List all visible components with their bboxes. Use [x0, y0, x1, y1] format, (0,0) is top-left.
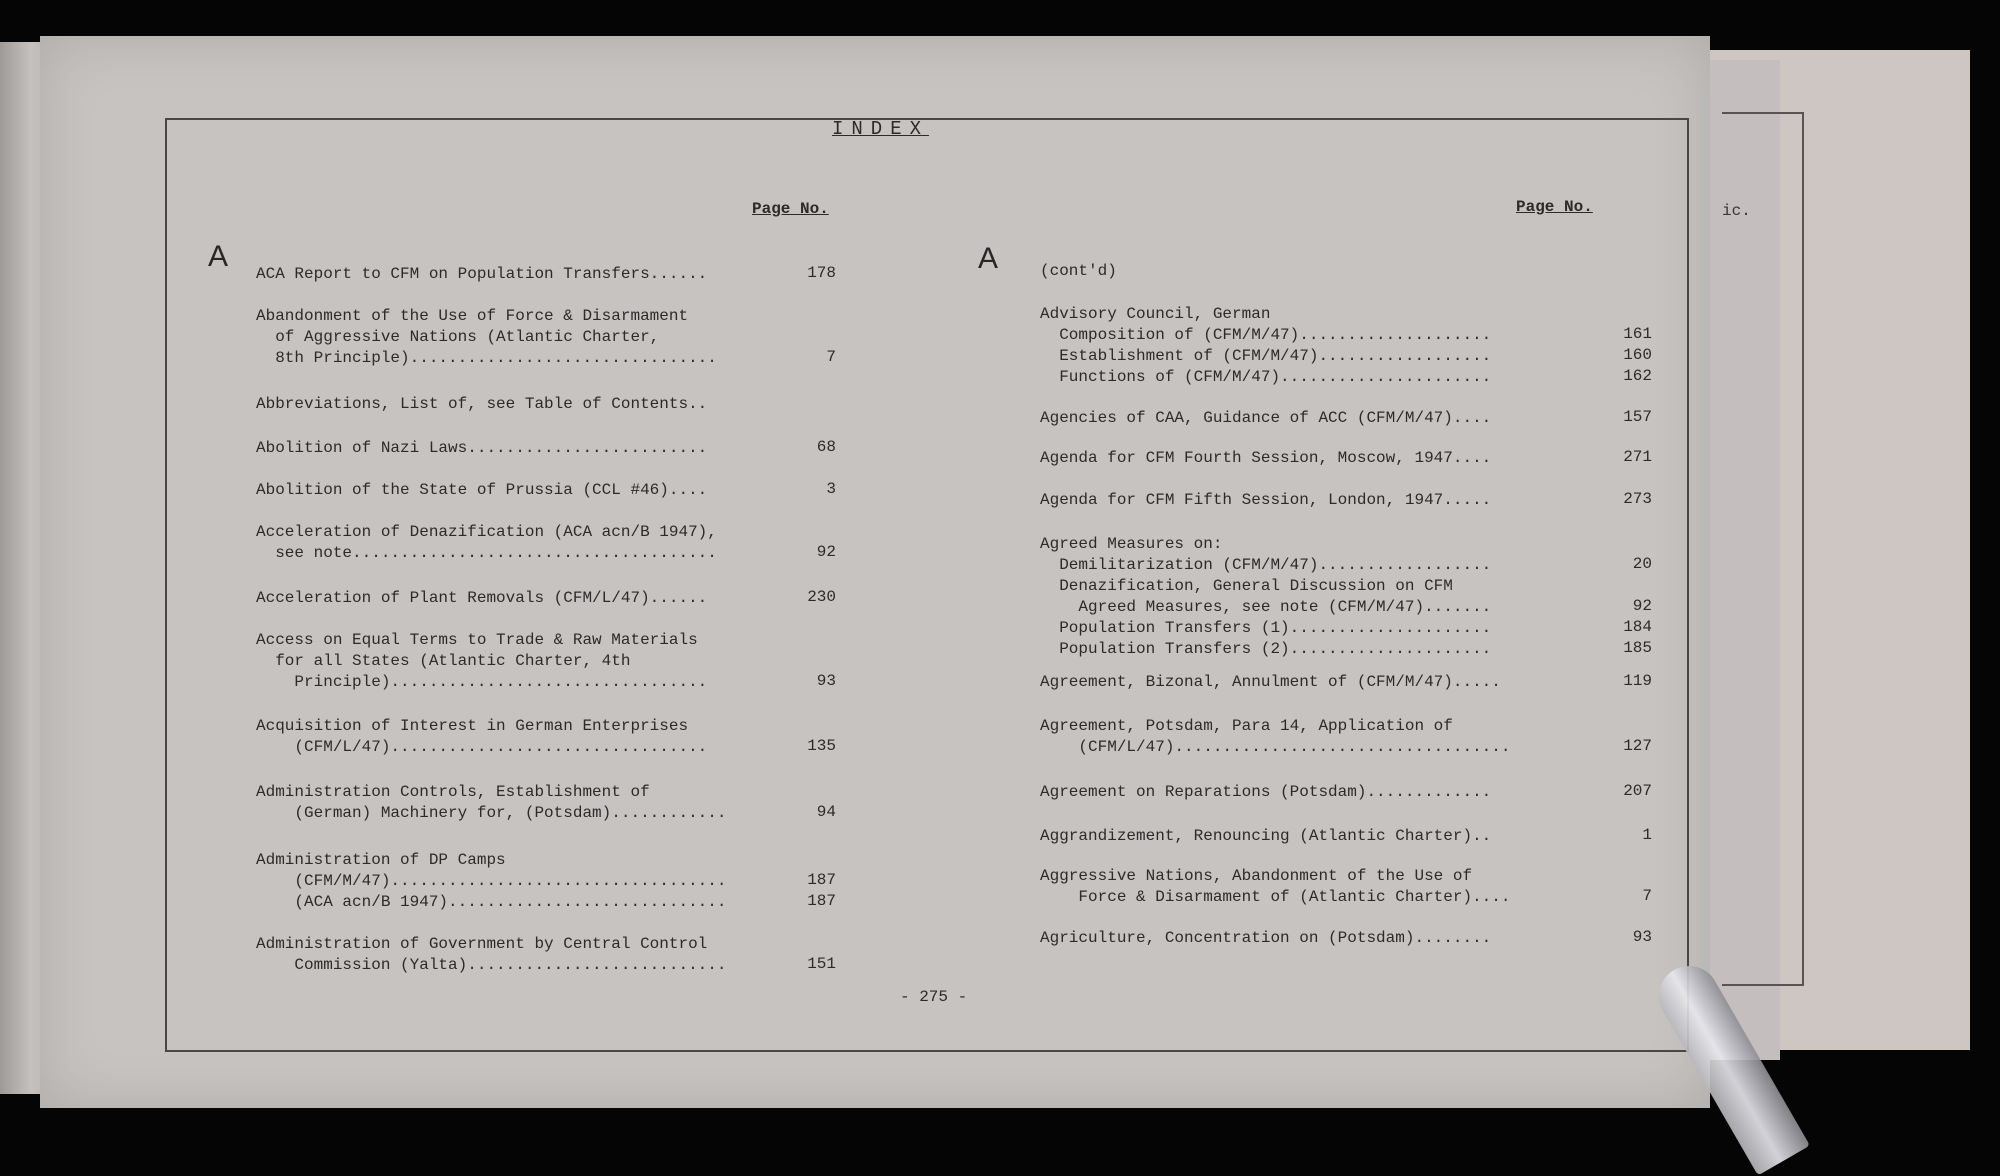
index-entry-text: Agencies of CAA, Guidance of ACC (CFM/M/47)....: [1040, 409, 1492, 427]
index-entry-text: Force & Disarmament of (Atlantic Charter)....: [1040, 888, 1511, 906]
page-reference: 187: [807, 871, 836, 889]
page-no-header-left: Page No.: [752, 200, 829, 218]
index-entry: [256, 438, 816, 459]
section-letter-left: A: [208, 240, 229, 273]
index-entry-text: (CFM/M/47)...................................: [256, 872, 727, 890]
index-entry-text: Establishment of (CFM/M/47)..................: [1040, 347, 1492, 365]
continued-label: (cont'd): [1040, 262, 1117, 280]
index-entry: [1040, 304, 1600, 388]
index-entry: [1040, 928, 1600, 949]
index-entry-text: Commission (Yalta)...........................: [256, 956, 727, 974]
index-entry-text: Acceleration of Plant Removals (CFM/L/47)......: [256, 589, 708, 607]
page-reference: 160: [1623, 346, 1652, 364]
index-entry: [1040, 782, 1600, 803]
index-entry-text: for all States (Atlantic Charter, 4th: [256, 652, 631, 670]
page-reference: 119: [1623, 672, 1652, 690]
index-entry: [256, 588, 816, 609]
index-entry-text: see note......................................: [256, 544, 717, 562]
page-reference: 7: [826, 348, 836, 366]
index-entry-text: Composition of (CFM/M/47)....................: [1040, 326, 1492, 344]
index-entry-text: Agenda for CFM Fifth Session, London, 1947.....: [1040, 491, 1492, 509]
index-entry-text: Agreement, Potsdam, Para 14, Application of: [1040, 717, 1453, 735]
index-entry-text: Administration of DP Camps: [256, 851, 506, 869]
page-reference: 94: [816, 803, 836, 821]
index-entry-text: Abbreviations, List of, see Table of Contents..: [256, 395, 708, 413]
index-entry-text: Population Transfers (1).....................: [1040, 619, 1492, 637]
index-entry-text: Population Transfers (2).....................: [1040, 640, 1492, 658]
index-entry-text: Aggrandizement, Renouncing (Atlantic Charter)..: [1040, 827, 1492, 845]
page-reference: 127: [1623, 737, 1652, 755]
index-entry-text: Functions of (CFM/M/47)......................: [1040, 368, 1492, 386]
page-number: - 275 -: [900, 988, 968, 1006]
page-reference: 207: [1623, 782, 1652, 800]
page-reference: 178: [807, 264, 836, 282]
page-reference: 185: [1623, 639, 1652, 657]
index-entry: [256, 522, 816, 564]
index-entry-text: (German) Machinery for, (Potsdam)............: [256, 804, 727, 822]
page-reference: 135: [807, 737, 836, 755]
index-entry-text: Abandonment of the Use of Force & Disarmament: [256, 307, 689, 325]
index-entry-text: Aggressive Nations, Abandonment of the Use of: [1040, 867, 1473, 885]
index-entry-text: (ACA acn/B 1947).............................: [256, 893, 727, 911]
index-entry: [256, 394, 816, 415]
index-entry-text: Administration Controls, Establishment of: [256, 783, 650, 801]
page-reference: 161: [1623, 325, 1652, 343]
page-reference: 7: [1642, 887, 1652, 905]
index-entry-text: Administration of Government by Central Control: [256, 935, 708, 953]
index-entry: [256, 934, 816, 976]
page-reference: 3: [826, 480, 836, 498]
index-entry-text: of Aggressive Nations (Atlantic Charter,: [256, 328, 660, 346]
index-entry: [256, 850, 816, 913]
page-reference: 1: [1642, 826, 1652, 844]
index-entry: [1040, 672, 1600, 693]
index-entry-text: Acquisition of Interest in German Enterprises: [256, 717, 689, 735]
page-reference: 230: [807, 588, 836, 606]
index-entry-text: Demilitarization (CFM/M/47)..................: [1040, 556, 1492, 574]
index-entry: [1040, 866, 1600, 908]
index-entry-text: Denazification, General Discussion on CFM: [1040, 577, 1453, 595]
index-entry-text: (CFM/L/47)...................................: [1040, 738, 1511, 756]
index-entry-text: Abolition of the State of Prussia (CCL #46)....: [256, 481, 708, 499]
page-reference: 184: [1623, 618, 1652, 636]
next-page-frame: [1722, 112, 1804, 986]
page-reference: 20: [1632, 555, 1652, 573]
index-entry: [256, 630, 816, 693]
index-entry: [256, 480, 816, 501]
index-entry-text: Agenda for CFM Fourth Session, Moscow, 1947....: [1040, 449, 1492, 467]
index-entry: [1040, 716, 1600, 758]
page-reference: 92: [816, 543, 836, 561]
section-letter-right: A: [978, 242, 999, 275]
index-entry-text: ACA Report to CFM on Population Transfers......: [256, 265, 708, 283]
index-entry-text: Access on Equal Terms to Trade & Raw Materials: [256, 631, 698, 649]
index-entry: [1040, 826, 1600, 847]
index-entry-text: Acceleration of Denazification (ACA acn/B 1947),: [256, 523, 717, 541]
index-entry-text: (CFM/L/47).................................: [256, 738, 708, 756]
page-reference: 273: [1623, 490, 1652, 508]
index-entry-text: Agriculture, Concentration on (Potsdam)........: [1040, 929, 1492, 947]
index-entry: [1040, 534, 1600, 660]
index-entry-text: Advisory Council, German: [1040, 305, 1271, 323]
page-reference: 68: [816, 438, 836, 456]
next-page-edge-text: ic.: [1722, 202, 1751, 220]
index-entry-text: Agreement on Reparations (Potsdam).............: [1040, 783, 1492, 801]
page-reference: 271: [1623, 448, 1652, 466]
index-entry: [256, 306, 816, 369]
index-entry-text: Agreement, Bizonal, Annulment of (CFM/M/47).....: [1040, 673, 1501, 691]
page-reference: 93: [1632, 928, 1652, 946]
index-entry: [1040, 408, 1600, 429]
index-title: INDEX: [832, 118, 930, 140]
index-entry-text: Agreed Measures, see note (CFM/M/47).......: [1040, 598, 1492, 616]
index-entry: [256, 782, 816, 824]
page-reference: 93: [816, 672, 836, 690]
index-entry: [1040, 448, 1600, 469]
index-entry: [256, 264, 816, 285]
page-reference: 157: [1623, 408, 1652, 426]
page-reference: 151: [807, 955, 836, 973]
index-entry-text: Principle).................................: [256, 673, 708, 691]
index-entry-text: Agreed Measures on:: [1040, 535, 1223, 553]
index-entry: [256, 716, 816, 758]
page-reference: 162: [1623, 367, 1652, 385]
page-reference: 92: [1632, 597, 1652, 615]
index-entry: [1040, 490, 1600, 511]
page-reference: 187: [807, 892, 836, 910]
page-no-header-right: Page No.: [1516, 198, 1593, 216]
index-entry-text: Abolition of Nazi Laws.........................: [256, 439, 708, 457]
index-entry-text: 8th Principle)................................: [256, 349, 717, 367]
